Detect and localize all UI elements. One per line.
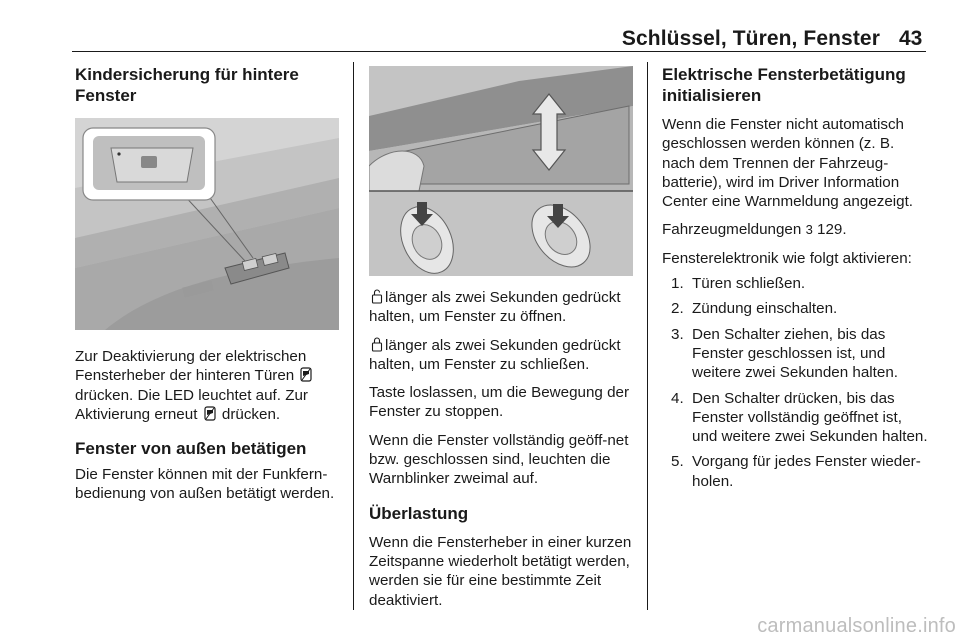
window-lock-icon [300,367,312,382]
step-number: 3. [671,325,684,343]
unlock-button-icon [371,289,383,304]
step-number: 1. [671,275,684,293]
step-text: Den Schalter ziehen, bis das Fenster geschlossen ist, und weitere zwei Sekunden halten. [692,325,899,382]
page-header [0,0,960,52]
step-text: Vorgang für jedes Fenster wieder-holen. [692,453,921,490]
column-divider-left [353,62,354,610]
step-number: 4. [671,389,684,407]
child-lock-text-2: drücken. Die LED leuchtet auf. Zur Aktivierung erneut [75,386,308,423]
list-item [662,299,930,318]
page-title: Schlüssel, Türen, Fenster [621,27,880,50]
vehicle-messages-reference [662,220,930,239]
initialise-steps [662,274,930,491]
child-lock-text-3: drücken. [221,405,281,423]
window-lock-icon [204,406,216,421]
middle-column [369,66,633,619]
close-windows-text: länger als zwei Sekunden gedrückt halten, um Fenster zu schließen. [369,336,621,373]
section-heading-overload: Überlastung [369,503,469,523]
list-item [662,274,930,293]
hazard-lights-text: Wenn die Fenster vollständig geöff-net bzw. geschlossen sind, leuchten die Warnblinker zweimal auf. [369,431,629,488]
activation-lead-in: Fensterelektronik wie folgt aktivieren: [662,249,912,267]
reference-page: 129. [817,221,847,239]
child-lock-text-1: Zur Deaktivierung der elektrischen Fensterheber der hinteren Türen [75,348,307,385]
list-item [662,452,930,491]
list-item [662,389,930,447]
release-button-text: Taste loslassen, um die Bewegung der Fenster zu stoppen. [369,384,630,421]
open-windows-text: länger als zwei Sekunden gedrückt halten, um Fenster zu öffnen. [369,289,621,326]
remote-operation-text: Die Fenster können mit der Funkfern-bedienung von außen betätigt werden. [75,466,335,503]
open-windows-instruction [369,288,633,327]
step-number: 5. [671,453,684,471]
left-column [75,64,343,513]
header-rule [72,51,926,52]
column-divider-right [647,62,648,610]
step-text: Zündung einschalten. [692,300,838,318]
right-column [662,64,930,497]
window-remote-illustration [369,66,633,276]
child-lock-instructions [75,347,343,424]
close-windows-instruction [369,336,633,375]
initialise-intro-text: Wenn die Fenster nicht automatisch geschlossen werden können (z. B. nach dem Trennen der Fahrzeug-batterie), wird im Driver Information Center eine Warnmeldung angezeigt. [662,116,914,211]
list-item [662,325,930,383]
door-panel-illustration [75,118,339,330]
section-heading-remote-operation: Fenster von außen betätigen [75,439,307,459]
lock-button-icon [371,337,383,352]
page-reference-arrow-icon: 3 [805,222,813,238]
reference-label: Fahrzeugmeldungen [662,221,802,239]
page-number: 43 [899,27,923,50]
step-number: 2. [671,300,684,318]
section-heading-initialise: Elektrische Fensterbetätigung initialisieren [662,65,906,105]
overload-text: Wenn die Fensterheber in einer kurzen Zeitspanne wiederholt betätigt werden, werden sie für eine bestimmte Zeit deaktiviert. [369,533,632,609]
step-text: Den Schalter drücken, bis das Fenster vollständig geöffnet ist, und weitere zwei Sekunden halten. [692,389,928,446]
watermark: carmanualsonline.info [757,615,956,637]
section-heading-child-lock: Kindersicherung für hintere Fenster [75,65,299,105]
step-text: Türen schließen. [692,275,806,293]
